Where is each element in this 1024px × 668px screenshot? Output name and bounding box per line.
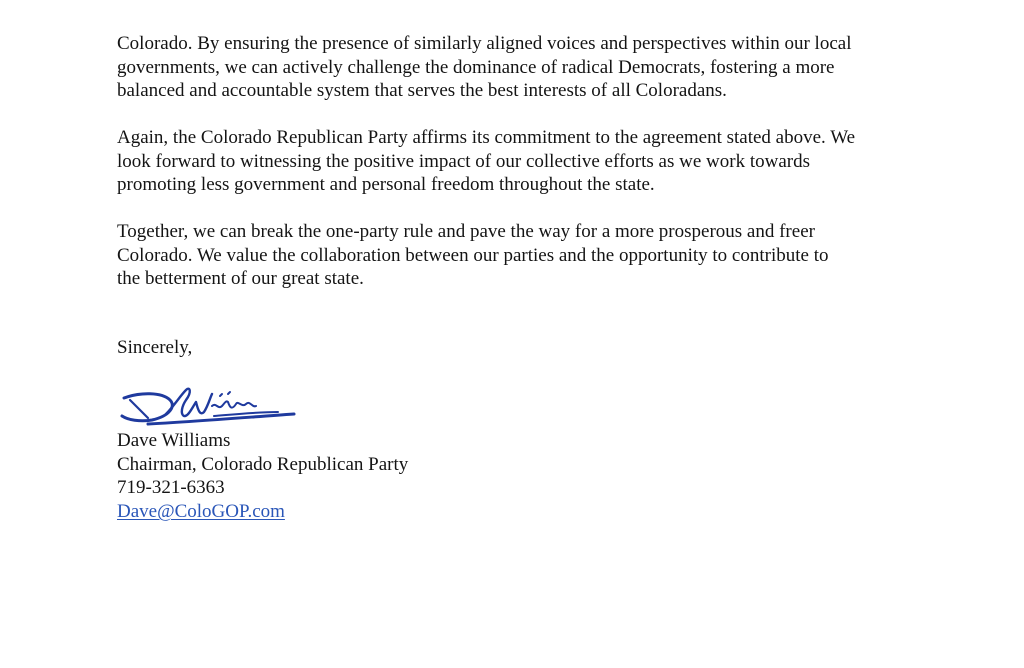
paragraph-line: balanced and accountable system that serves the best interests of all Coloradans. [117,80,727,101]
signer-email-link[interactable]: Dave@ColoGOP.com [117,500,285,522]
signer-name: Dave Williams [117,430,231,451]
paragraph-3 [117,220,917,291]
paragraph-line: the betterment of our great state. [117,268,364,289]
paragraph-2 [117,126,917,197]
paragraph-line: Colorado. By ensuring the presence of similarly aligned voices and perspectives within our local [117,33,852,54]
paragraph-line: promoting less government and personal freedom throughout the state. [117,174,655,195]
signer-phone: 719-321-6363 [117,477,225,498]
signer-block [117,429,408,523]
paragraph-line: Together, we can break the one-party rule and pave the way for a more prosperous and freer [117,221,815,242]
handwritten-signature [118,384,298,434]
signer-title: Chairman, Colorado Republican Party [117,453,409,475]
paragraph-line: governments, we can actively challenge the dominance of radical Democrats, fostering a more [117,56,835,78]
paragraph-line: Colorado. We value the collaboration between our parties and the opportunity to contribute to [117,244,829,266]
paragraph-1 [117,32,917,103]
paragraph-line: Again, the Colorado Republican Party affirms its commitment to the agreement stated above. We [117,127,856,148]
closing-salutation: Sincerely, [117,337,193,358]
paragraph-line: look forward to witnessing the positive impact of our collective efforts as we work towards [117,150,810,172]
